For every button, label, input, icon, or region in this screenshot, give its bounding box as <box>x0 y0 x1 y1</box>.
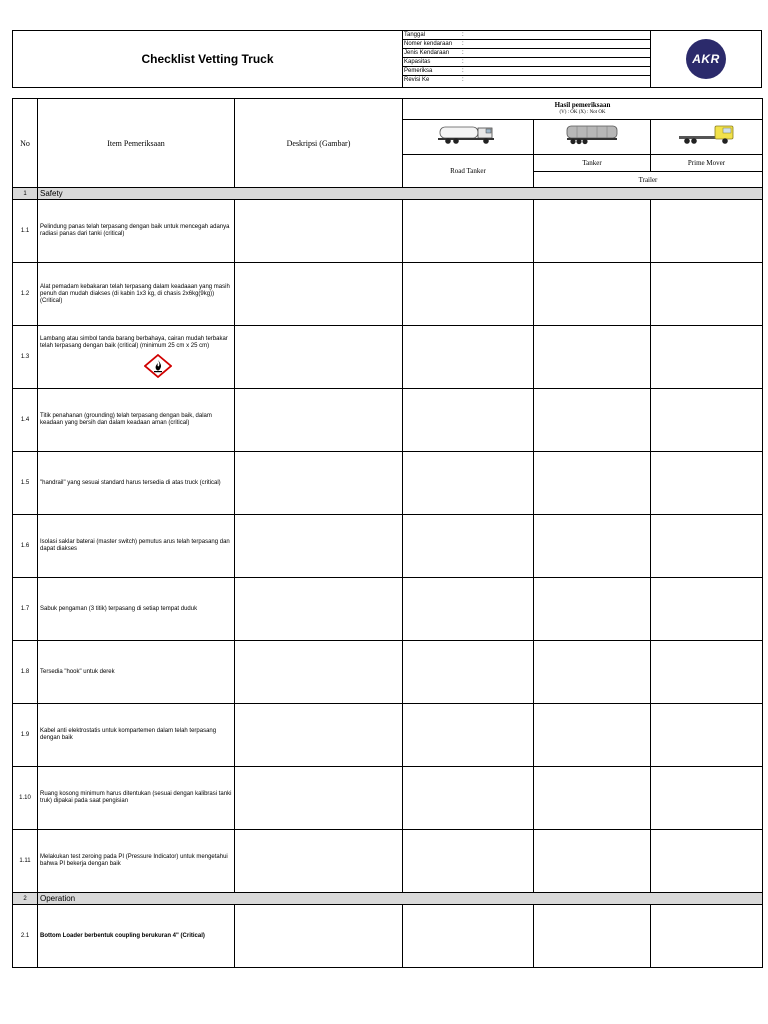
tanker-image-cell <box>534 120 651 155</box>
description-cell <box>235 389 403 452</box>
info-row-jenis-kendaraan <box>402 49 650 58</box>
table-row <box>13 641 763 704</box>
table-row <box>13 830 763 893</box>
description-cell <box>235 263 403 326</box>
prime-mover-result-cell[interactable] <box>651 452 763 515</box>
description-cell <box>235 830 403 893</box>
info-label: Nomer kendaraan <box>404 41 453 47</box>
tanker-result-cell[interactable] <box>534 830 651 893</box>
item-text: Pelindung panas telah terpasang dengan baik untuk mencegah adanya radiasi panas dari tanki (critical) <box>38 200 235 263</box>
prime-mover-image-cell <box>651 120 763 155</box>
item-number: 2.1 <box>13 905 38 968</box>
tanker-label: Tanker <box>534 155 651 172</box>
results-legend: (V) : OK (X) : Not OK <box>559 110 606 115</box>
info-row-kapasitas <box>402 58 650 67</box>
tanker-result-cell[interactable] <box>534 704 651 767</box>
info-colon: : <box>462 32 464 38</box>
prime-mover-result-cell[interactable] <box>651 200 763 263</box>
road-tanker-result-cell[interactable] <box>403 704 534 767</box>
hazard-flammable-icon <box>144 354 172 378</box>
item-text: Tersedia "hook" untuk derek <box>38 641 235 704</box>
description-cell <box>235 578 403 641</box>
prime-mover-result-cell[interactable] <box>651 515 763 578</box>
item-number: 1.11 <box>13 830 38 893</box>
description-cell <box>235 452 403 515</box>
description-cell <box>235 326 403 389</box>
table-row <box>13 905 763 968</box>
checklist-table <box>12 98 763 968</box>
road-tanker-label: Road Tanker <box>403 155 534 188</box>
road-tanker-image-cell <box>403 120 534 155</box>
prime-mover-result-cell[interactable] <box>651 767 763 830</box>
item-text: Titik penahanan (grounding) telah terpasang dengan baik, dalam keadaan yang bersih dan dalam keadaan aman (critical) <box>38 389 235 452</box>
prime-mover-truck-icon <box>677 124 737 146</box>
info-row-revisi-ke <box>402 76 650 84</box>
item-number: 1.3 <box>13 326 38 389</box>
item-number: 1.5 <box>13 452 38 515</box>
description-cell <box>235 515 403 578</box>
road-tanker-truck-icon <box>436 124 500 146</box>
road-tanker-result-cell[interactable] <box>403 830 534 893</box>
item-text: Sabuk pengaman (3 titik) terpasang di setiap tempat duduk <box>38 578 235 641</box>
tanker-result-cell[interactable] <box>534 905 651 968</box>
prime-mover-result-cell[interactable] <box>651 578 763 641</box>
document-header <box>12 30 762 88</box>
road-tanker-result-cell[interactable] <box>403 578 534 641</box>
item-number: 1.7 <box>13 578 38 641</box>
info-row-tanggal <box>402 31 650 40</box>
item-text-with-symbol <box>38 326 235 389</box>
section-title: Operation <box>38 893 763 905</box>
road-tanker-result-cell[interactable] <box>403 767 534 830</box>
table-row <box>13 704 763 767</box>
road-tanker-result-cell[interactable] <box>403 200 534 263</box>
info-fields <box>402 31 651 87</box>
akr-logo: AKR <box>686 39 726 79</box>
info-label: Kapasitas <box>404 59 431 65</box>
prime-mover-result-cell[interactable] <box>651 389 763 452</box>
item-number: 1.4 <box>13 389 38 452</box>
tanker-result-cell[interactable] <box>534 200 651 263</box>
description-cell <box>235 767 403 830</box>
item-text: Isolasi saklar baterai (master switch) pemutus arus telah terpasang dan dapat diakses <box>38 515 235 578</box>
table-row <box>13 263 763 326</box>
item-text: Ruang kosong minimum harus ditentukan (sesuai dengan kalibrasi tanki truk) dipakai pada saat pengisian <box>38 767 235 830</box>
info-label: Tanggal <box>404 32 426 38</box>
table-row <box>13 326 763 389</box>
tanker-result-cell[interactable] <box>534 452 651 515</box>
item-number: 1.9 <box>13 704 38 767</box>
section-number: 1 <box>13 188 38 200</box>
info-colon: : <box>462 50 464 56</box>
column-header-results <box>403 99 763 120</box>
road-tanker-result-cell[interactable] <box>403 515 534 578</box>
info-colon: : <box>462 77 464 83</box>
item-text: Kabel anti elektrostatis untuk kompartemen dalam telah terpasang dengan baik <box>38 704 235 767</box>
info-colon: : <box>462 59 464 65</box>
prime-mover-result-cell[interactable] <box>651 641 763 704</box>
tanker-result-cell[interactable] <box>534 641 651 704</box>
tanker-result-cell[interactable] <box>534 389 651 452</box>
prime-mover-result-cell[interactable] <box>651 704 763 767</box>
table-row <box>13 389 763 452</box>
column-header-description: Deskripsi (Gambar) <box>235 99 403 188</box>
description-cell <box>235 641 403 704</box>
table-row <box>13 200 763 263</box>
item-number: 1.10 <box>13 767 38 830</box>
item-text: "handrail" yang sesuai standard harus tersedia di atas truck (critical) <box>38 452 235 515</box>
description-cell <box>235 200 403 263</box>
item-number: 1.8 <box>13 641 38 704</box>
results-title: Hasil pemeriksaan <box>554 101 611 109</box>
info-row-pemeriksa <box>402 67 650 76</box>
section-number: 2 <box>13 893 38 905</box>
road-tanker-result-cell[interactable] <box>403 905 534 968</box>
column-header-no: No <box>13 99 38 188</box>
item-text: Alat pemadam kebakaran telah terpasang dalam keadaaan yang masih penuh dan mudah diakses (di kabin 1x3 kg, di chasis 2x6kg(9kg)) (Critical) <box>38 263 235 326</box>
item-number: 1.6 <box>13 515 38 578</box>
description-cell <box>235 704 403 767</box>
item-text: Melakukan test zeroing pada PI (Pressure Indicator) untuk mengetahui bahwa PI bekerja dengan baik <box>38 830 235 893</box>
tanker-result-cell[interactable] <box>534 515 651 578</box>
table-row <box>13 515 763 578</box>
road-tanker-result-cell[interactable] <box>403 326 534 389</box>
column-header-item: Item Pemeriksaan <box>38 99 235 188</box>
trailer-label: Trailer <box>534 172 763 188</box>
info-colon: : <box>462 41 464 47</box>
table-row <box>13 452 763 515</box>
road-tanker-result-cell[interactable] <box>403 263 534 326</box>
road-tanker-result-cell[interactable] <box>403 641 534 704</box>
info-label: Revisi Ke <box>404 77 430 83</box>
info-colon: : <box>462 68 464 74</box>
prime-mover-result-cell[interactable] <box>651 326 763 389</box>
section-row-safety <box>13 188 763 200</box>
tanker-result-cell[interactable] <box>534 326 651 389</box>
tanker-result-cell[interactable] <box>534 578 651 641</box>
document-title: Checklist Vetting Truck <box>13 31 403 87</box>
prime-mover-result-cell[interactable] <box>651 263 763 326</box>
description-cell <box>235 905 403 968</box>
tanker-result-cell[interactable] <box>534 263 651 326</box>
info-row-nomer-kendaraan <box>402 40 650 49</box>
tanker-result-cell[interactable] <box>534 767 651 830</box>
prime-mover-label: Prime Mover <box>651 155 763 172</box>
section-row-operation <box>13 893 763 905</box>
item-number: 1.2 <box>13 263 38 326</box>
tanker-trailer-icon <box>565 124 619 146</box>
road-tanker-result-cell[interactable] <box>403 452 534 515</box>
table-row <box>13 578 763 641</box>
prime-mover-result-cell[interactable] <box>651 830 763 893</box>
logo-area <box>651 31 761 87</box>
info-label: Pemeriksa <box>404 68 433 74</box>
table-row <box>13 767 763 830</box>
info-label: Jenis Kendaraan <box>404 50 450 56</box>
item-number: 1.1 <box>13 200 38 263</box>
road-tanker-result-cell[interactable] <box>403 389 534 452</box>
item-text: Lambang atau simbol tanda barang berbahaya, cairan mudah terbakar telah terpasang dengan baik (critical) (minimum 25 cm x 25 cm) <box>40 336 228 349</box>
item-text: Bottom Loader berbentuk coupling berukuran 4" (Critical) <box>38 905 235 968</box>
prime-mover-result-cell[interactable] <box>651 905 763 968</box>
section-title: Safety <box>38 188 763 200</box>
